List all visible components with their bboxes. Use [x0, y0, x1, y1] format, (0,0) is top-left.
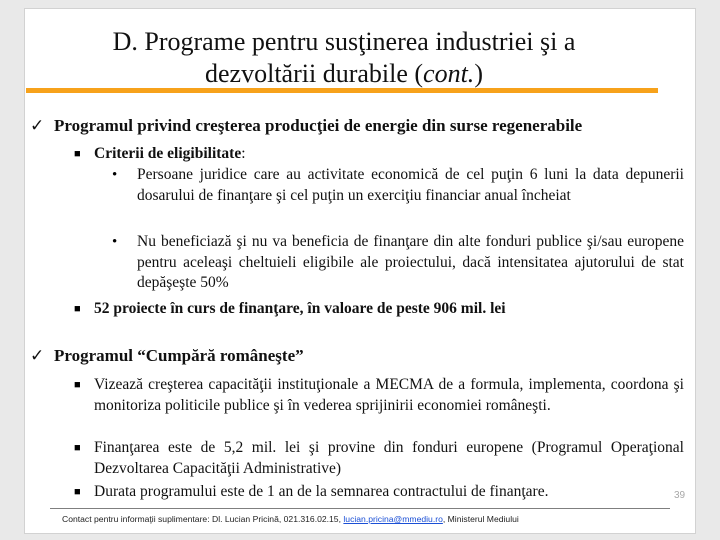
- title-line-2-italic: cont.: [423, 59, 475, 88]
- square-bullet-icon: ■: [74, 303, 81, 315]
- round-bullet-icon: •: [112, 167, 118, 183]
- footer-divider: [50, 508, 670, 509]
- program-2-item-1: Vizează creşterea capacităţii instituţionale a MECMA de a formula, implementa, coordona şi monitoriza politicile publice şi în vederea sprijinirii economiei româneşti.: [94, 376, 684, 414]
- criterion-1: Persoane juridice care au activitate economică de cel puţin 6 luni la data depunerii dosarului de finanţare şi cel puţin un exerciţiu financiar anual încheiat: [137, 166, 684, 204]
- program-2-heading: [30, 346, 680, 366]
- program-1-heading: [30, 116, 680, 136]
- program-2-item-3: Durata programului este de 1 an de la semnarea contractului de finanţare.: [94, 483, 549, 500]
- criteria-label: Criterii de eligibilitate: [94, 145, 242, 162]
- square-bullet-icon: ■: [74, 442, 81, 454]
- footer-contact: [62, 514, 682, 524]
- program-2-item-2: Finanţarea este de 5,2 mil. lei şi provine din fonduri europene (Programul Operaţional Dezvoltarea Capacităţii Administrative): [94, 439, 684, 477]
- square-bullet-icon: ■: [74, 379, 81, 391]
- check-mark-icon: ✓: [30, 116, 45, 135]
- title-line-2-main: dezvoltării durabile (: [205, 59, 424, 88]
- square-bullet-icon: ■: [74, 148, 81, 160]
- title-line-1: D. Programe pentru susţinerea industriei şi a: [112, 27, 576, 56]
- slide-title: [34, 26, 654, 90]
- projects-summary: 52 proiecte în curs de finanţare, în valoare de peste 906 mil. lei: [94, 300, 506, 317]
- program-1-title: Programul privind creşterea producţiei de energie din surse regenerabile: [54, 116, 583, 135]
- check-mark-icon: ✓: [30, 346, 45, 365]
- footer-text-before: Contact pentru informaţii suplimentare: Dl. Lucian Pricină, 021.316.02.15,: [62, 514, 344, 524]
- title-underline: [26, 88, 658, 93]
- criteria-heading: [94, 144, 684, 165]
- program-2-title: Programul “Cumpără româneşte”: [54, 346, 304, 365]
- page-number: 39: [674, 490, 686, 501]
- title-line-2: [34, 58, 654, 90]
- criterion-2: Nu beneficiază şi nu va beneficia de finanţare din alte fonduri publice şi/sau europene pentru aceleaşi cheltuieli eligibile ale proiectului, dacă intensitatea ajutorului de stat depăşeşte 50%: [137, 233, 684, 291]
- footer-text-after: , Ministerul Mediului: [442, 514, 519, 524]
- square-bullet-icon: ■: [74, 486, 81, 498]
- title-line-2-end: ): [474, 59, 483, 88]
- criteria-colon: :: [241, 145, 246, 162]
- footer-email-link[interactable]: lucian.pricina@mmediu.ro: [343, 514, 443, 524]
- round-bullet-icon: •: [112, 234, 118, 250]
